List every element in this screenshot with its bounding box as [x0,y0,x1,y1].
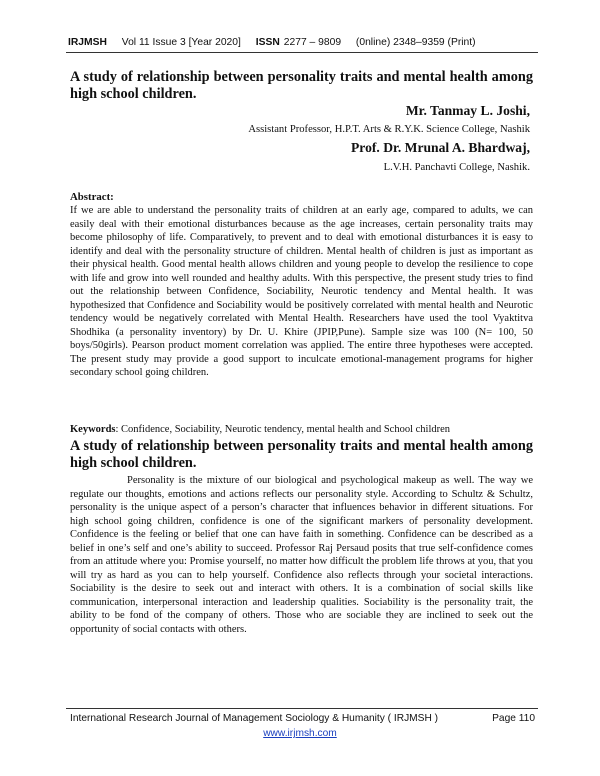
article-title: A study of relationship between personality traits and mental health among high school children. [70,69,533,102]
keywords-line [70,423,533,437]
journal-abbrev: IRJMSH [68,37,107,48]
author-name-2: Prof. Dr. Mrunal A. Bhardwaj, [351,140,530,155]
section-title: A study of relationship between personality traits and mental health among high school children. [70,438,533,471]
volume-info: Vol 11 Issue 3 [Year 2020] [121,37,241,48]
author-name-1: Mr. Tanmay L. Joshi, [405,103,530,118]
footer-rule [66,708,538,709]
page-number: Page 110 [492,713,535,724]
body-paragraph: Personality is the mixture of our biological and psychological makeup as well. The way we regulate our thoughts, emotions and actions reflects our personality style. According to Schultz & Schultz, personality is the unique aspect of a person’s character that influences behavior in different situations. For high school going children, confidence is one of the significant markers of personality development. Confidence is the feeling or belief that one can have faith in something. Confidence can be described as a belief in one’s self and one’s ability to succeed. Professor Raj Persaud posits that true self-confidence comes from an attitude where you: Promise yourself, no matter how difficult the problem life throws at you, that you will try as hard as you can to help yourself. Confidence also reflects through your societal interactions. Sociability is the desire to seek out and interact with others. It is a combination of social skills like communication, interpersonal interaction and leadership qualities. Sociability is the personality trait, the ability to be fond of the company of others. Those who are sociable they are inclined to seek out the opportunity of social contacts with others. [70,475,533,635]
issn-number: 2277 – 9809 [283,37,342,48]
abstract-text: If we are able to understand the personality traits of children at an early age, compared to adults, we can easily deal with their emotional disturbances because as the age increases, certain personality traits may become philosophy of life. Comparatively, to prevent and to deal with emotional disturbances it is easy to identify and deal with the personality structure of children. Mental health of children is just as important as their physical health. Good mental health allows children and young people to develop the resilience to cope with life and grow into well rounded and healthy adults. With this perspective, the present study tries to find out the relationship between Confidence, Sociability, Neurotic tendency and Mental health. It was hypothesized that Confidence and Sociability would be positively correlated with mental health and Neurotic tendency would be negatively correlated with Mental Health. Researchers have used the tool Vyaktitva Shodhika (a personality inventory) by Dr. U. Khire (JPIP,Pune). Sample size was 100 (N= 100, 50 boys/50girls). Pearson product moment correlation was applied. The entire three hypotheses were accepted. The present study may provide a good support to inculcate emotional-management programs for higher secondary school going children. [70,205,533,378]
footer-journal-name: International Research Journal of Management Sociology & Humanity ( IRJMSH ) [70,713,439,724]
online-print-issn: (0nline) 2348–9359 (Print) [355,37,476,48]
header-rule [66,52,538,53]
author-affiliation-1: Assistant Professor, H.P.T. Arts & R.Y.K. Science College, Nashik [248,124,530,135]
website-link[interactable]: www.irjmsh.com [263,728,337,739]
running-header [68,37,538,48]
abstract-heading: Abstract: [70,191,114,203]
issn-label: ISSN [255,37,280,48]
keywords-list: : Confidence, Sociability, Neurotic tendency, mental health and School children [115,424,451,435]
author-affiliation-2: L.V.H. Panchavti College, Nashik. [383,162,530,173]
running-footer [70,713,535,724]
keywords-label: Keywords [70,424,116,435]
